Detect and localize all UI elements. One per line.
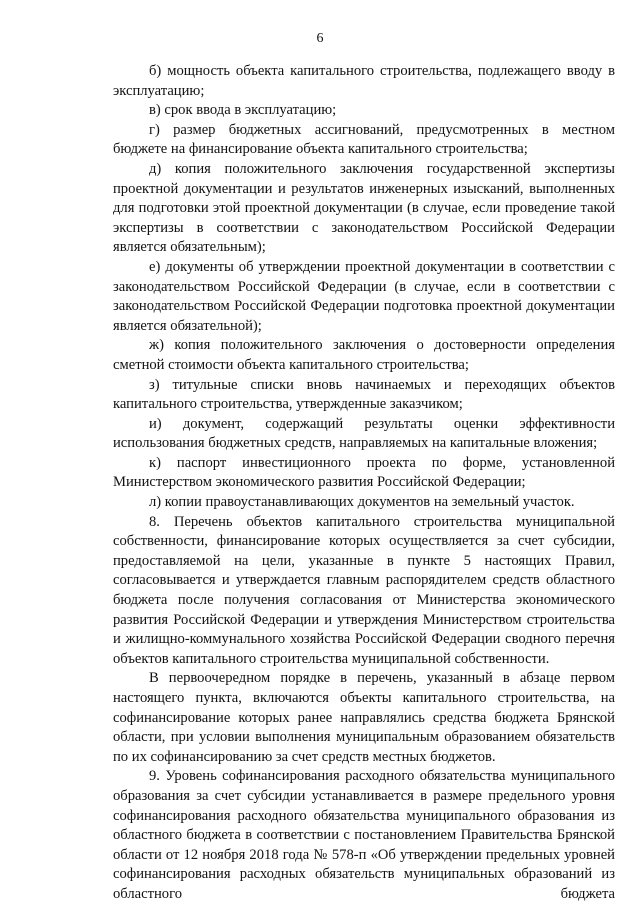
paragraph-v-commissioning-date: в) срок ввода в эксплуатацию; [149,102,337,119]
paragraph-d-state-expertise: д) копия положительного заключения государственной экспертизы проектной документации и результатов инженерных изысканий, выполненных для подготовки этой проектной документации (в случае, если проведение такой экспертизы в соответствии с законодательством Российской Федерации является обязательным); [113,160,615,256]
paragraph-g-budget-allocations: г) размер бюджетных ассигнований, предусмотренных в местном бюджете на финансирование объекта капитального строительства; [113,121,615,158]
paragraph-l-land-documents: л) копии правоустанавливающих документов на земельный участок. [149,494,575,511]
paragraph-z-title-lists: з) титульные списки вновь начинаемых и переходящих объектов капитального строительства, утвержденные заказчиком; [113,376,615,413]
paragraph-zh-cost-reliability: ж) копия положительного заключения о достоверности определения сметной стоимости объекта капитального строительства; [113,337,615,373]
paragraph-e-project-approval: е) документы об утверждении проектной документации в соответствии с законодательством Российской Федерации (в случае, если в соответствии с законодательством Российской Федерации подготовка проектной документации является обязательной); [113,258,615,334]
paragraph-k-investment-passport: к) паспорт инвестиционного проекта по форме, установленной Министерством экономического развития Российской Федерации; [113,454,615,491]
paragraph-8-objects-list: 8. Перечень объектов капитального строительства муниципальной собственности, финансирование которых осуществляется за счет субсидии, предоставляемой на цели, указанные в пункте 5 настоящих Правил, согласовывается и утверждается главным распорядителем средств областного бюджета после получения согласования от Министерства экономического развития Российской Федерации и утверждения Министерством строительства и жилищно-коммунального хозяйства Российской Федерации сводного перечня объектов капитального строительства муниципальной собственности. [113,513,615,667]
document-body [113,62,615,905]
paragraph-i-efficiency-assessment: и) документ, содержащий результаты оценки эффективности использования бюджетных средств, направляемых на капитальные вложения; [113,415,615,452]
paragraph-b-capacity: б) мощность объекта капитального строительства, подлежащего вводу в эксплуатацию; [113,63,615,99]
page-number: 6 [316,31,324,46]
paragraph-priority-order: В первоочередном порядке в перечень, указанный в абзаце первом настоящего пункта, включаются объекты капитального строительства, на софинансирование которых ранее направлялись средства бюджета Брянской области, при условии выполнения муниципальным образованием обязательств по их софинансированию за счет средств местных бюджетов. [113,670,615,765]
paragraph-9-cofinancing-level: 9. Уровень софинансирования расходного обязательства муниципального образования за счет субсидии устанавливается в размере предельного уровня софинансирования расходного обязательства муниципального образования из областного бюджета в соответствии с постановлением Правительства Брянской области от 12 ноября 2018 года № 578-п «Об утверждении предельных уровней софинансирования расходных обязательств муниципальных образований из областного бюджета [113,768,615,902]
